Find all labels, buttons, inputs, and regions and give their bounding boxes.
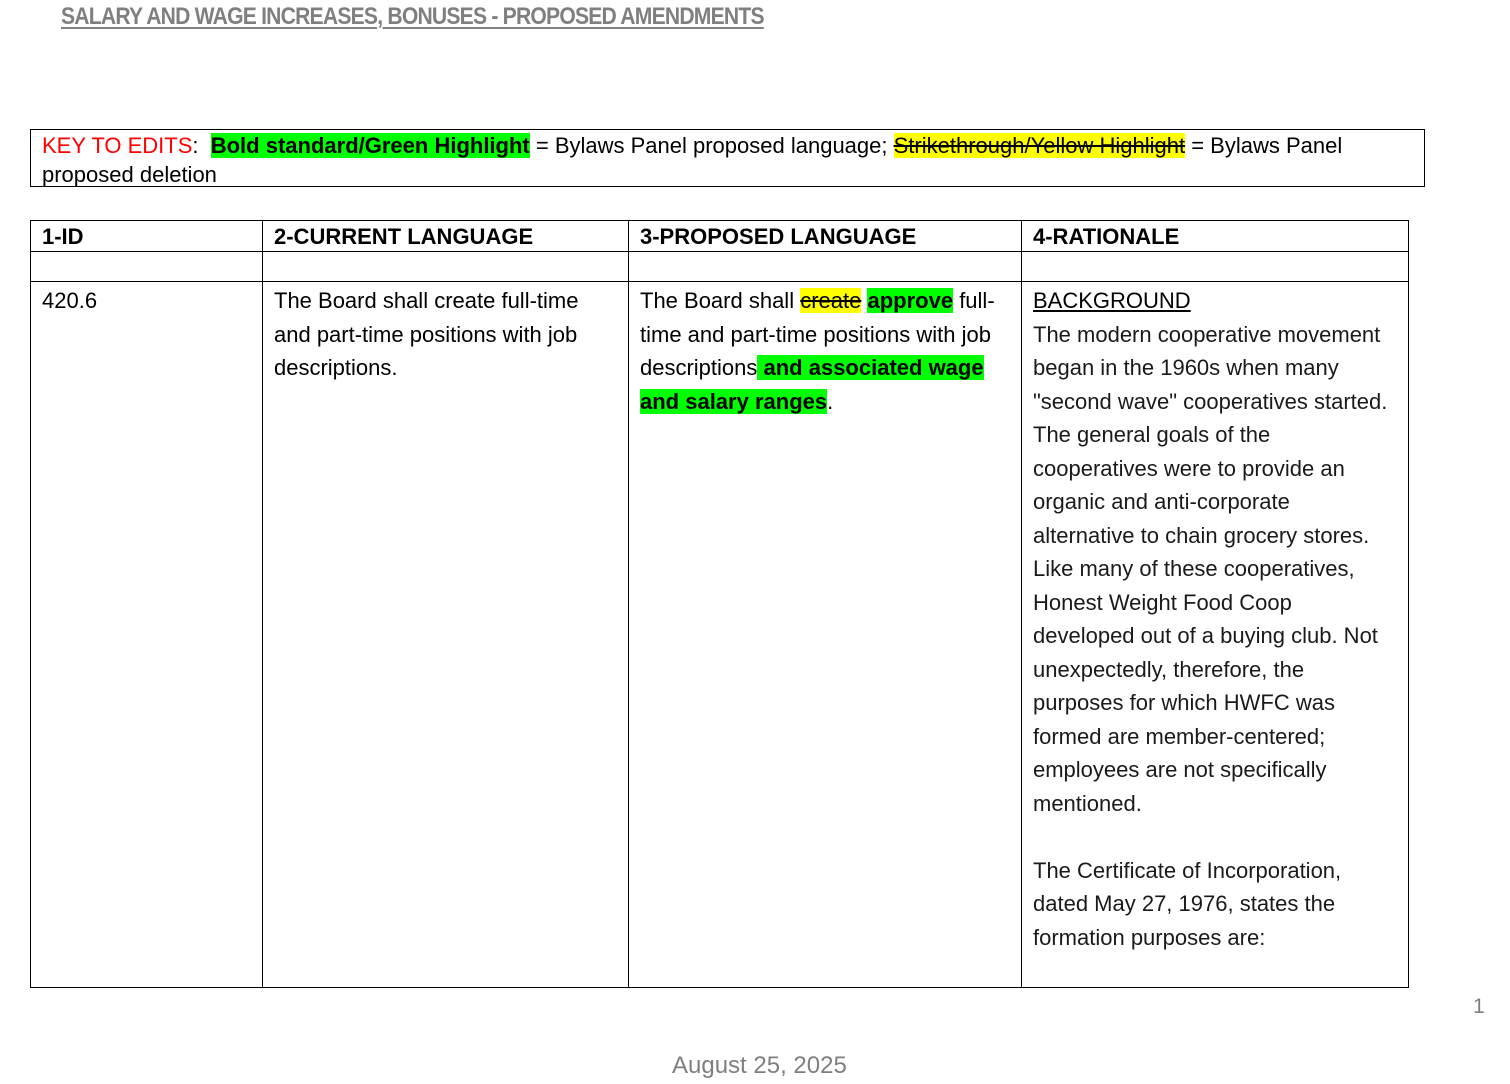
empty-cell	[629, 252, 1022, 282]
table-row	[31, 282, 1409, 988]
proposed-text: .	[827, 388, 834, 414]
rationale-paragraph: The Certificate of Incorporation, dated May 27, 1976, states the formation purposes are:	[1033, 857, 1342, 950]
proposed-addition: and associated wage and salary ranges	[640, 355, 984, 414]
paragraph-spacer	[1033, 820, 1397, 854]
proposed-deletion: create	[800, 288, 862, 313]
rationale-paragraph: The modern cooperative movement began in the 1960s when many "second wave" cooperatives started. The general goals of the cooperatives were to provide an organic and anti-corporate alternative to chain grocery stores. Like many of these cooperatives, Honest Weight Food Coop developed out of a buying club. Not unexpectedly, therefore, the purposes for which HWFC was formed are member-centered; employees are not specifically mentioned.	[1033, 321, 1388, 816]
key-colon: :	[192, 133, 211, 158]
key-label: KEY TO EDITS	[42, 133, 193, 158]
table-header-row	[31, 221, 1409, 252]
rationale-heading: BACKGROUND	[1033, 288, 1191, 313]
header-current-language: 2-CURRENT LANGUAGE	[263, 221, 629, 252]
document-title: SALARY AND WAGE INCREASES, BONUSES - PROPOSED AMENDMENTS	[61, 3, 764, 30]
empty-cell	[31, 252, 263, 282]
header-id: 1-ID	[31, 221, 263, 252]
proposed-addition: approve	[867, 288, 954, 313]
green-highlight-sample: Bold standard/Green Highlight	[210, 133, 530, 158]
header-proposed-language: 3-PROPOSED LANGUAGE	[629, 221, 1022, 252]
header-rationale: 4-RATIONALE	[1022, 221, 1409, 252]
proposed-text: The Board shall	[640, 288, 801, 313]
edit-key-box	[30, 129, 1425, 187]
cell-id: 420.6	[31, 282, 263, 988]
footer-date: August 25, 2025	[672, 1052, 847, 1079]
cell-proposed-language	[629, 282, 1022, 988]
cell-rationale	[1022, 282, 1409, 988]
yellow-meaning: = Bylaws Panel proposed deletion	[42, 133, 1343, 187]
proposed-text: full-time and part-time positions with job descriptions	[640, 288, 995, 380]
page-number: 1	[1473, 995, 1485, 1018]
empty-cell	[1022, 252, 1409, 282]
yellow-highlight-sample: Strikethrough/Yellow Highlight	[893, 133, 1186, 158]
green-meaning: = Bylaws Panel proposed language;	[529, 133, 894, 158]
empty-cell	[263, 252, 629, 282]
cell-current-language: The Board shall create full-time and part-time positions with job descriptions.	[263, 282, 629, 988]
empty-row	[31, 252, 1409, 282]
amendments-table	[30, 220, 1409, 988]
